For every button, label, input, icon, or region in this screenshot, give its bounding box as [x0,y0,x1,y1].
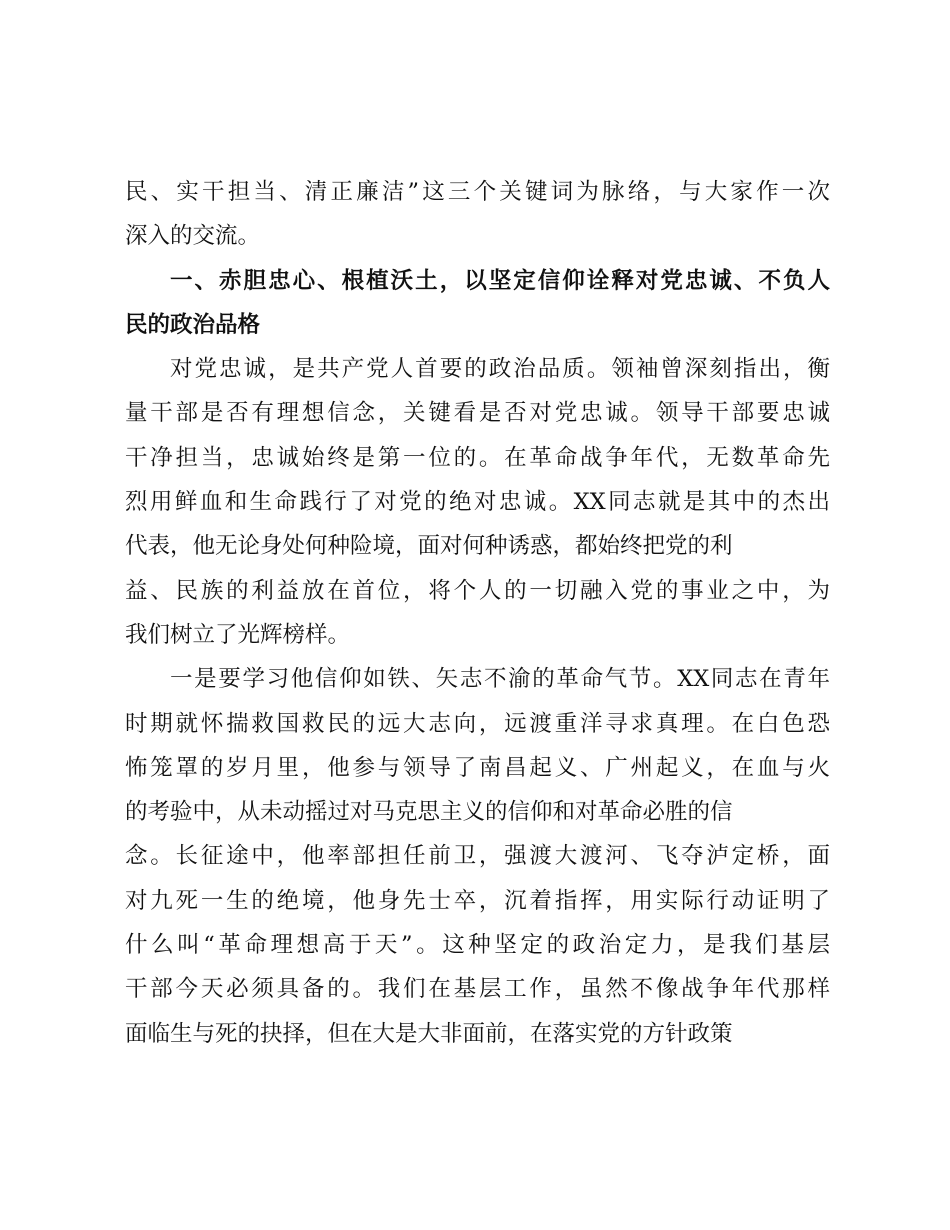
paragraph-faith [125,657,830,1056]
text-line: 量干部是否有理想信念，关键看是否对党忠诚。领导干部要忠诚 [125,400,830,427]
text-line: 一是要学习他信仰如铁、矢志不渝的革命气节。XX同志在青年 [170,666,830,693]
text-line: 烈用鲜血和生命践行了对党的绝对忠诚。XX同志就是其中的杰出 [125,489,830,516]
paragraph-loyalty [125,347,830,657]
text-line: 的考验中，从未动摇过对马克思主义的信仰和对革命必胜的信 [125,799,733,826]
text-line: 时期就怀揣救国救民的远大志向，远渡重洋寻求真理。在白色恐 [125,710,830,737]
heading-line: 一、赤胆忠心、根植沃土，以坚定信仰诠释对党忠诚、不负人 [170,267,830,294]
text-line: 代表，他无论身处何种险境，面对何种诱惑，都始终把党的利 [125,533,733,560]
paragraph-intro-end [125,170,830,259]
text-line: 我们树立了光辉榜样。 [125,621,351,648]
text-line: 对九死一生的绝境，他身先士卒，沉着指挥，用实际行动证明了 [125,887,830,914]
text-line: 干部今天必须具备的。我们在基层工作，虽然不像战争年代那样 [125,976,830,1003]
text-line: 念。长征途中，他率部担任前卫，强渡大渡河、飞夺泸定桥，面 [125,843,830,870]
text-line: 对党忠诚，是共产党人首要的政治品质。领袖曾深刻指出，衡 [170,356,830,383]
text-line: 民、实干担当、清正廉洁”这三个关键词为脉络，与大家作一次 [125,179,830,205]
section-heading-1 [125,259,830,348]
heading-line: 民的政治品格 [125,311,261,338]
text-line: 什么叫“革命理想高于天”。这种坚定的政治定力，是我们基层 [125,932,830,959]
document-body [125,170,830,1056]
text-line: 益、民族的利益放在首位，将个人的一切融入党的事业之中，为 [125,577,830,604]
text-line: 深入的交流。 [125,223,261,250]
text-line: 干净担当，忠诚始终是第一位的。在革命战争年代，无数革命先 [125,444,830,471]
text-line: 怖笼罩的岁月里，他参与领导了南昌起义、广州起义，在血与火 [125,754,830,781]
text-line: 面临生与死的抉择，但在大是大非面前，在落实党的方针政策 [125,1020,733,1047]
